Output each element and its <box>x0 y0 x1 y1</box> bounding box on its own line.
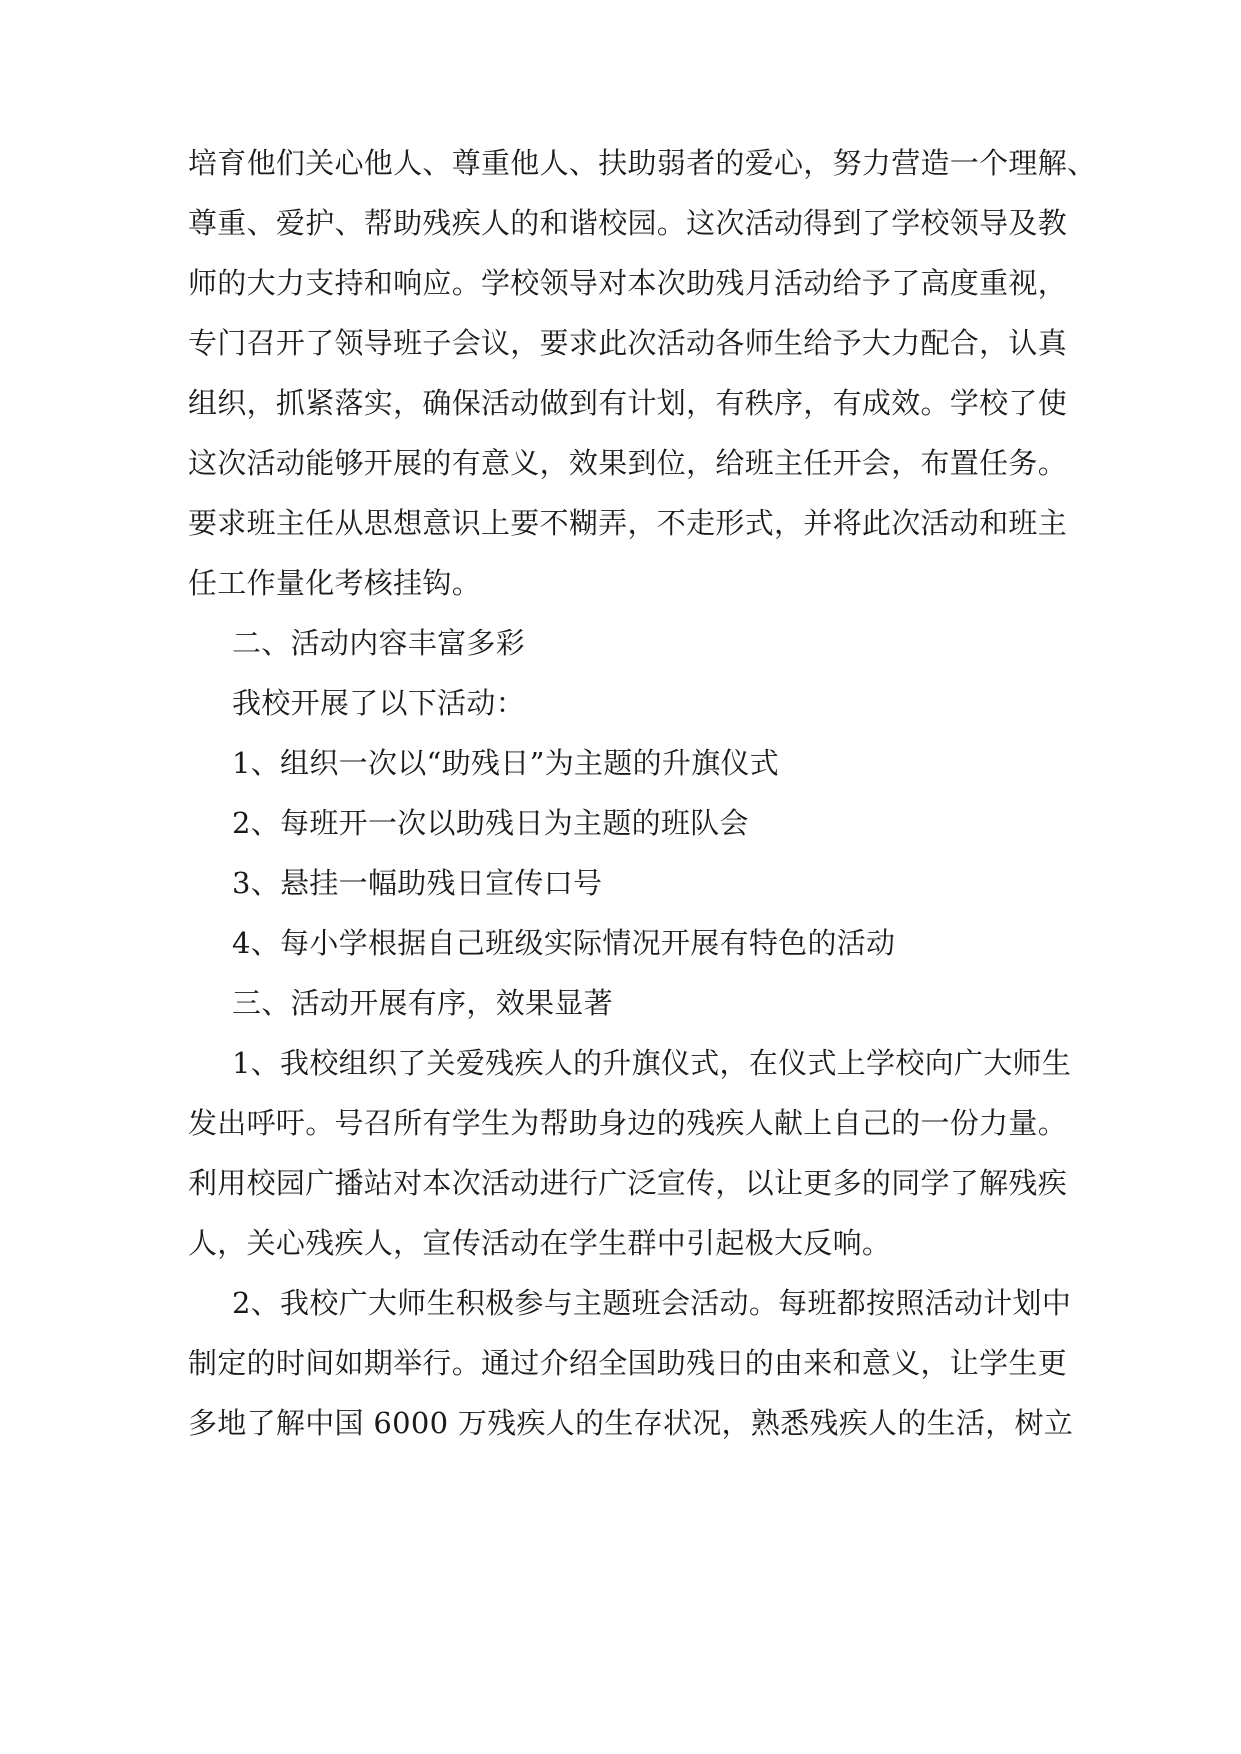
list-item: 1、组织一次以“助残日”为主题的升旗仪式 <box>232 746 780 780</box>
paragraph-line: 制定的时间如期举行。通过介绍全国助残日的由来和意义，让学生更 <box>188 1346 1068 1380</box>
paragraph-line: 多地了解中国 6000 万残疾人的生存状况，熟悉残疾人的生活，树立 <box>188 1406 1074 1440</box>
section-heading: 三、活动开展有序，效果显著 <box>232 986 613 1020</box>
paragraph-line: 1、我校组织了关爱残疾人的升旗仪式，在仪式上学校向广大师生 <box>232 1046 1072 1080</box>
list-item: 3、悬挂一幅助残日宣传口号 <box>232 866 603 900</box>
paragraph-line: 尊重、爱护、帮助残疾人的和谐校园。这次活动得到了学校领导及教 <box>188 206 1068 240</box>
paragraph-line: 师的大力支持和响应。学校领导对本次助残月活动给予了高度重视， <box>188 266 1068 300</box>
section-heading: 二、活动内容丰富多彩 <box>232 626 526 660</box>
paragraph-line: 发出呼吁。号召所有学生为帮助身边的残疾人献上自己的一份力量。 <box>188 1106 1068 1140</box>
paragraph-line: 我校开展了以下活动： <box>232 686 526 720</box>
paragraph-line: 培育他们关心他人、尊重他人、扶助弱者的爱心，努力营造一个理解、 <box>188 146 1097 180</box>
paragraph-line: 这次活动能够开展的有意义，效果到位，给班主任开会，布置任务。 <box>188 446 1068 480</box>
paragraph-line: 要求班主任从思想意识上要不糊弄，不走形式，并将此次活动和班主 <box>188 506 1068 540</box>
paragraph-line: 2、我校广大师生积极参与主题班会活动。每班都按照活动计划中 <box>232 1286 1072 1320</box>
paragraph-line: 组织，抓紧落实，确保活动做到有计划，有秩序，有成效。学校了使 <box>188 386 1068 420</box>
paragraph-line: 专门召开了领导班子会议，要求此次活动各师生给予大力配合，认真 <box>188 326 1068 360</box>
list-item: 4、每小学根据自己班级实际情况开展有特色的活动 <box>232 926 896 960</box>
paragraph-line: 人，关心残疾人，宣传活动在学生群中引起极大反响。 <box>188 1226 892 1260</box>
paragraph-line: 任工作量化考核挂钩。 <box>188 566 482 600</box>
paragraph-line: 利用校园广播站对本次活动进行广泛宣传，以让更多的同学了解残疾 <box>188 1166 1068 1200</box>
list-item: 2、每班开一次以助残日为主题的班队会 <box>232 806 749 840</box>
